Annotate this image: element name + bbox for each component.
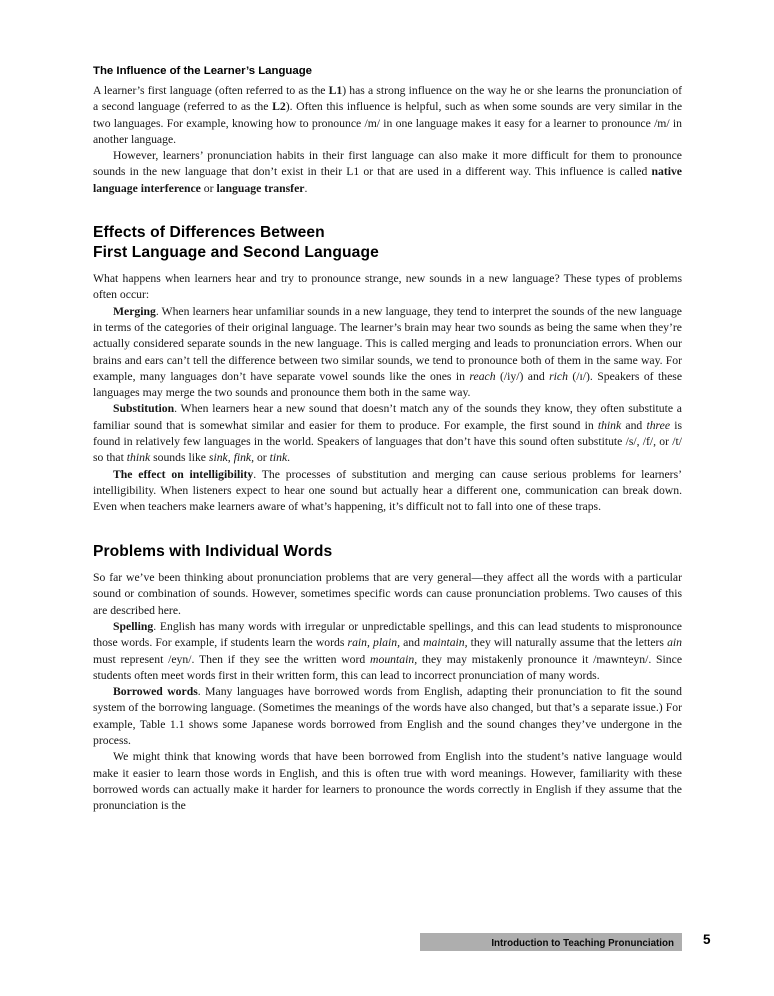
text-run: The effect on intelligibility [113, 467, 254, 481]
text-run: native language interference [93, 165, 682, 195]
page-number: 5 [703, 932, 711, 947]
text-run: or [254, 451, 270, 465]
text-run: and [621, 418, 647, 432]
paragraph [93, 271, 682, 304]
text-run: L2 [272, 100, 286, 114]
text-run: . The processes of substitution and merging can cause serious problems for learners’ intelligibility. When listeners expect to hear one sound but actually hear a different one, communication can break down. Even when teachers make learners aware of what’s happening, it’s difficult not to fall into one of these traps. [93, 467, 683, 514]
section-heading [93, 542, 682, 562]
text-run: or [200, 181, 217, 195]
text-run: . When learners hear unfamiliar sounds in a new language, they tend to interpret the sounds of the new language in terms of the categories of their original language. The learner’s brain may hear two sounds as being the same when they’re actually considered separate sounds in the new language. This is called merging and leads to pronunciation errors. When our brains and ears can’t tell the difference between two similar sounds, we tend to pronounce both of them in the same way. For example, many languages don’t have separate vowel sounds like the ones in [93, 304, 682, 383]
text-run: they may mistakenly pronounce it /mawnteyn/. Since students often meet words first in their written form, this can lead to incorrect pronunciation of many words. [93, 652, 683, 682]
text-run: rain, plain, [347, 636, 400, 650]
text-run: What happens when learners hear and try to pronounce strange, new sounds in a new language? These types of problems often occur: [93, 272, 682, 302]
text-run: L1 [328, 84, 343, 97]
text-run: However, learners’ pronunciation habits in their first language can also make it more difficult for them to pronounce sounds in the new language that don’t exist in their L1 or that are used in a different way. This influence is called [93, 149, 682, 179]
text-run: ) has a strong influence on the way he or she learns the pronunciation of a second language (referred to as the [93, 84, 682, 114]
section-heading-line: First Language and Second Language [93, 243, 379, 261]
section-heading-line: Problems with Individual Words [93, 542, 333, 560]
text-run: sounds like [150, 451, 209, 465]
running-head: Introduction to Teaching Pronunciation [491, 938, 674, 949]
paragraph [93, 684, 682, 749]
text-run: Borrowed words [113, 685, 198, 699]
paragraph [93, 570, 682, 619]
subsection-heading: The Influence of the Learner’s Language [93, 65, 312, 77]
paragraph [93, 83, 682, 148]
section-heading [93, 223, 682, 262]
text-run: reach [469, 369, 496, 383]
text-run: So far we’ve been thinking about pronunciation problems that are very general—they affect all the words with a particular sound or combination of sounds. However, sometimes specific words can cause pronunciation problems. Two causes of this are described here. [93, 571, 682, 617]
paragraph [93, 467, 682, 516]
text-run: (/ɪ/). Speakers of these languages may merge the two sounds and pronounce them both in the same way. [93, 369, 683, 400]
text-run: A learner’s first language (often referred to as the [93, 84, 329, 97]
text-run: language transfer [216, 181, 305, 195]
text-run: rich [549, 369, 568, 383]
paragraph [93, 148, 682, 197]
text-run: must represent /eyn/. Then if they see the written word [93, 652, 371, 666]
text-run: Merging [113, 304, 156, 318]
text-run: maintain, [423, 636, 468, 650]
running-head-bar [420, 933, 682, 951]
text-run: Substitution [113, 402, 175, 416]
paragraph [93, 401, 682, 466]
text-run: . English has many words with irregular or unpredictable spellings, and this can lead students to mispronounce those words. For example, if students learn the words [93, 619, 682, 650]
paragraph [93, 619, 682, 684]
text-run: think [597, 418, 622, 432]
text-run: . [287, 451, 291, 465]
text-run: they will naturally assume that the letters [467, 636, 668, 650]
text-run: We might think that knowing words that have been borrowed from English into the student’s native language would make it easier to learn those words in English, and this is often true with word meanings. However, familiarity with these borrowed words can actually make it harder for learners to pronounce the words correctly in English if they assume that the pronunciation is the [93, 750, 682, 813]
text-run: sink, fink, [208, 451, 255, 465]
text-run: . [304, 181, 308, 195]
text-run: . Many languages have borrowed words from English, adapting their pronunciation to fit the sound system of the borrowing language. (Sometimes the meanings of the words have also changed, but that’s a separate issue.) For example, Table 1.1 shows some Japanese words borrowed from English and the sound changes they’ve undergone in the process. [93, 685, 682, 747]
text-run: ). Often this influence is helpful, such as when some sounds are very similar in the two languages. For example, knowing how to pronounce /m/ in one language makes it easy for a learner to pronounce /m/ in another language. [93, 100, 683, 146]
text-run: ain [667, 636, 682, 650]
page-content [93, 64, 682, 814]
paragraph [93, 304, 682, 402]
text-run: is found in relatively few languages in the world. Speakers of languages that don’t have this sound often substitute /s/, /f/, or /t/ so that [93, 418, 683, 465]
text-run: Spelling [113, 619, 154, 633]
text-run: mountain, [370, 652, 418, 666]
text-run: . When learners hear a new sound that doesn’t match any of the sounds they know, they often substitute a familiar sound that is somewhat similar and easier for them to produce. For example, the first sound in [93, 402, 682, 432]
paragraph [93, 749, 682, 814]
text-run: three [646, 418, 671, 432]
text-run: and [400, 636, 424, 650]
text-run: think [126, 451, 151, 465]
text-run: tink [269, 451, 288, 465]
text-run: (/iy/) and [495, 369, 550, 383]
section-heading-line: Effects of Differences Between [93, 224, 325, 242]
